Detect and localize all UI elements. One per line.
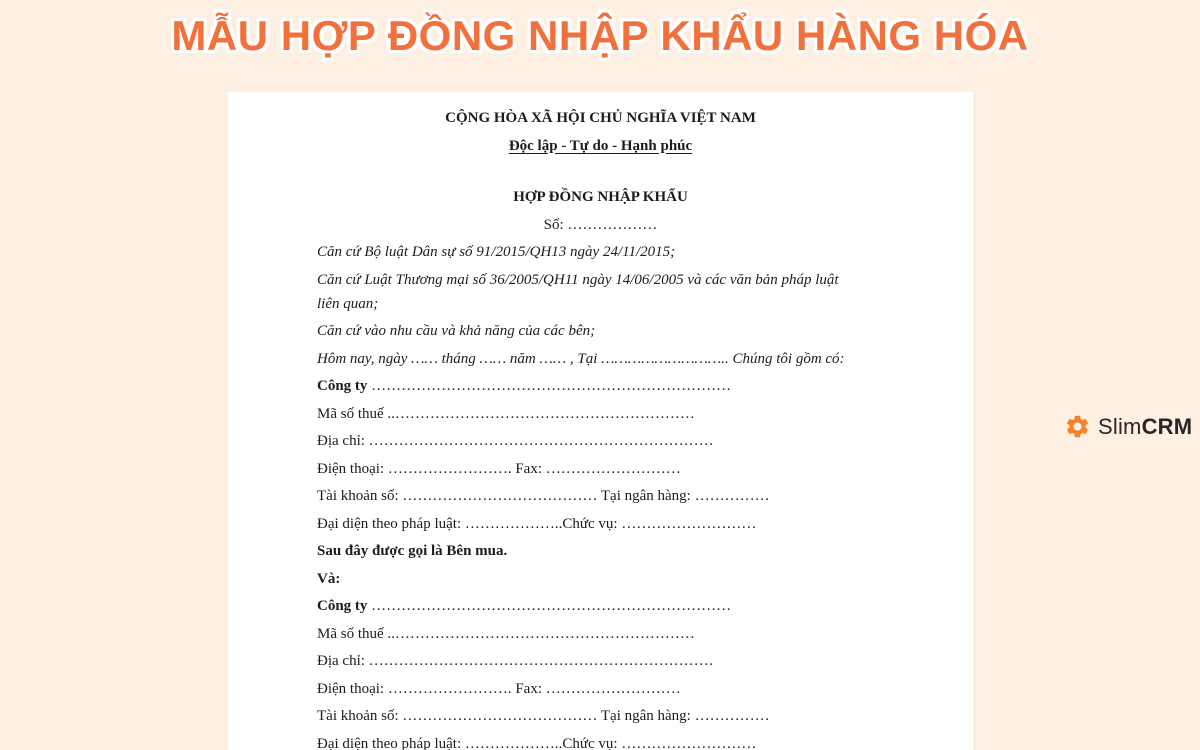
buyer-designation: Sau đây được gọi là Bên mua.	[317, 543, 508, 560]
buyer-bank-account-line: Tài khoản số: ………………………………… Tại ngân hàng: ……………	[317, 488, 770, 505]
seller-bank-account-line: Tài khoản số: ………………………………… Tại ngân hàng: ……………	[317, 708, 770, 725]
slimcrm-wordmark-crm: CRM	[1141, 413, 1193, 439]
slimcrm-wordmark-slim: Slim	[1098, 413, 1142, 439]
and-label: Và:	[317, 570, 341, 587]
seller-address-line: Địa chỉ: ……………………………………………………………	[317, 653, 714, 670]
national-motto: Độc lập - Tự do - Hạnh phúc	[508, 137, 693, 154]
page-title: MẪU HỢP ĐỒNG NHẬP KHẨU HÀNG HÓA	[171, 12, 1029, 59]
seller-company-dots: ………………………………………………………………	[367, 598, 732, 615]
preamble-line-commercial-law: Căn cứ Luật Thương mại số 36/2005/QH11 ngày 14/06/2005 và các văn bản pháp luật liên quan;	[317, 271, 839, 312]
seller-company-line	[317, 594, 862, 618]
preamble-line-civil-code: Căn cứ Bộ luật Dân sự số 91/2015/QH13 ngày 24/11/2015;	[317, 244, 676, 261]
contract-title: HỢP ĐỒNG NHẬP KHẨU	[513, 189, 688, 206]
contract-number: Số: ………………	[543, 216, 658, 233]
banner	[0, 12, 1200, 60]
buyer-company-line	[317, 374, 862, 398]
national-header: CỘNG HÒA XÃ HỘI CHỦ NGHĨA VIỆT NAM	[445, 110, 756, 126]
seller-representative-line: Đại diện theo pháp luật: ………………..Chức vụ: ………………………	[317, 735, 757, 750]
buyer-representative-line: Đại diện theo pháp luật: ………………..Chức vụ: ………………………	[317, 515, 757, 532]
buyer-phone-fax-line: Điện thoại: ……………………. Fax: ………………………	[317, 460, 681, 477]
buyer-company-label: Công ty	[317, 378, 368, 395]
slimcrm-wordmark	[1098, 414, 1192, 440]
contract-document	[228, 92, 973, 750]
preamble-line-needs: Căn cứ vào nhu cầu và khả năng của các bên;	[317, 323, 596, 340]
buyer-address-line: Địa chỉ: ……………………………………………………………	[317, 433, 714, 450]
gear-icon	[1064, 413, 1091, 440]
slimcrm-logo	[1064, 413, 1192, 440]
seller-phone-fax-line: Điện thoại: ……………………. Fax: ………………………	[317, 680, 681, 697]
seller-company-label: Công ty	[317, 598, 368, 615]
buyer-company-dots: ………………………………………………………………	[367, 378, 732, 395]
seller-tax-line: Mã số thuế ..……………………………………………………	[317, 625, 695, 642]
buyer-tax-line: Mã số thuế ..……………………………………………………	[317, 405, 695, 422]
preamble-line-date-place: Hôm nay, ngày …… tháng …… năm …… , Tại ……………………….. Chúng tôi gồm có:	[317, 350, 845, 367]
